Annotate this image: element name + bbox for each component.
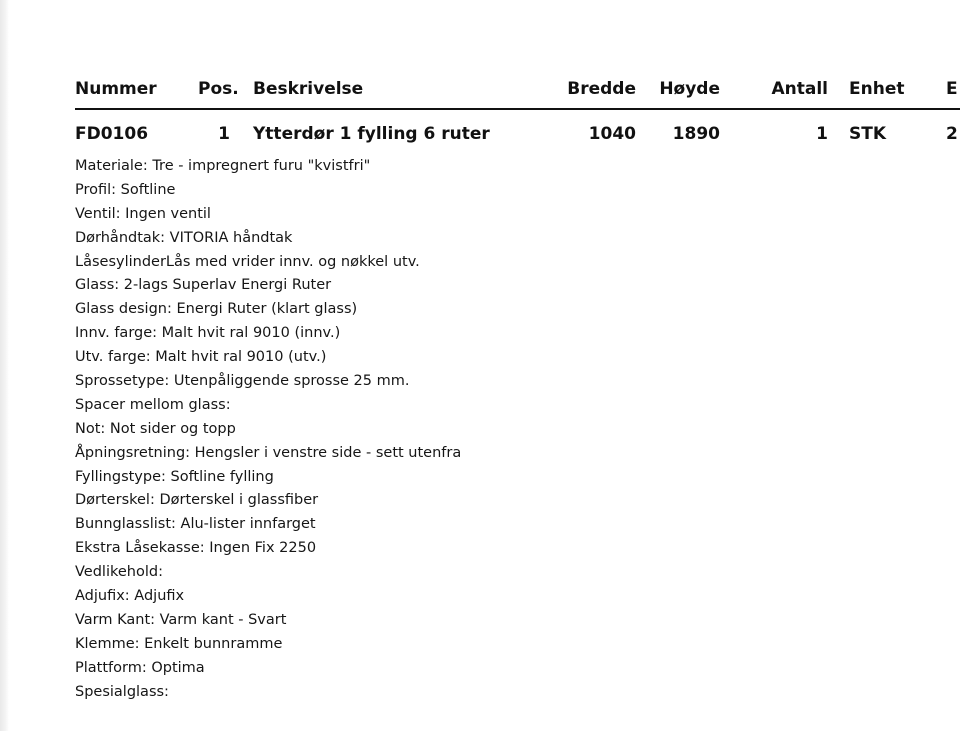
detail-line: Klemme: Enkelt bunnramme xyxy=(75,635,283,652)
detail-line: Utv. farge: Malt hvit ral 9010 (utv.) xyxy=(75,349,327,366)
item-details-list xyxy=(75,155,461,704)
item-bredde: 1040 xyxy=(588,124,636,144)
detail-line: Sprossetype: Utenpåliggende sprosse 25 mm. xyxy=(75,373,410,390)
detail-line: Not: Not sider og topp xyxy=(75,420,236,437)
item-beskrivelse: Ytterdør 1 fylling 6 ruter xyxy=(253,124,490,144)
item-antall: 1 xyxy=(816,124,828,144)
column-header-hoyde: Høyde xyxy=(659,79,720,99)
column-header-nummer: Nummer xyxy=(75,79,157,99)
column-header-antall: Antall xyxy=(771,79,828,99)
detail-line: Glass: 2-lags Superlav Energi Ruter xyxy=(75,277,332,294)
detail-line: Ventil: Ingen ventil xyxy=(75,205,211,222)
column-header-enhet: Enhet xyxy=(849,79,905,99)
column-header-pos: Pos. xyxy=(198,79,239,99)
detail-line: Bunnglasslist: Alu-lister innfarget xyxy=(75,516,316,533)
detail-line: Fyllingstype: Softline fylling xyxy=(75,468,274,485)
column-header-bredde: Bredde xyxy=(567,79,636,99)
item-pos: 1 xyxy=(218,124,230,144)
detail-line: Adjufix: Adjufix xyxy=(75,588,185,605)
column-header-beskrivelse: Beskrivelse xyxy=(253,79,364,99)
item-nummer: FD0106 xyxy=(75,124,149,144)
detail-line: Vedlikehold: xyxy=(75,564,163,581)
detail-line: Spacer mellom glass: xyxy=(75,396,231,413)
detail-line: Dørhåndtak: VITORIA håndtak xyxy=(75,229,293,246)
item-hoyde: 1890 xyxy=(672,124,720,144)
detail-line: Plattform: Optima xyxy=(75,659,205,676)
item-enhet: STK xyxy=(849,124,887,144)
detail-line: Profil: Softline xyxy=(75,181,176,198)
column-header-truncated: E xyxy=(946,79,958,99)
detail-line: Dørterskel: Dørterskel i glassfiber xyxy=(75,492,319,509)
detail-line: Glass design: Energi Ruter (klart glass) xyxy=(75,301,358,318)
detail-line: Spesialglass: xyxy=(75,683,169,700)
detail-line: Innv. farge: Malt hvit ral 9010 (innv.) xyxy=(75,325,341,342)
item-truncated-value: 2 xyxy=(946,124,958,144)
detail-line: Materiale: Tre - impregnert furu "kvistfri" xyxy=(75,158,371,174)
detail-line: LåsesylinderLås med vrider innv. og nøkkel utv. xyxy=(75,253,420,270)
detail-line: Åpningsretning: Hengsler i venstre side - sett utenfra xyxy=(75,444,462,461)
detail-line: Ekstra Låsekasse: Ingen Fix 2250 xyxy=(75,540,317,557)
detail-line: Varm Kant: Varm kant - Svart xyxy=(75,611,287,628)
header-rule xyxy=(75,108,960,110)
